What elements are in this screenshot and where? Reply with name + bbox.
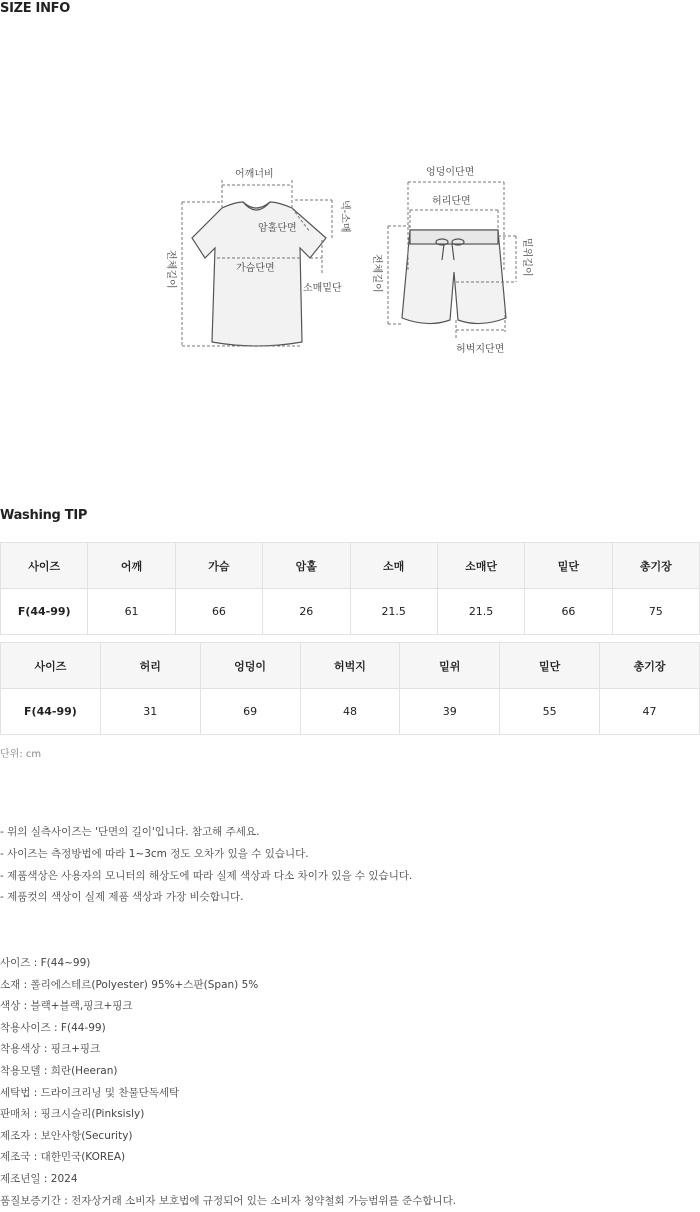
table-cell: 75: [612, 589, 699, 635]
table-cell: 55: [500, 689, 600, 735]
table-header: 사이즈: [1, 643, 101, 689]
table-cell: 26: [263, 589, 350, 635]
table-row: [1, 689, 700, 735]
table-header: 총기장: [600, 643, 700, 689]
spec-line: 사이즈 : F(44~99): [0, 957, 91, 969]
table-cell: F(44-99): [1, 689, 101, 735]
top-size-table: [0, 542, 700, 635]
label-top-length: 전체길이: [165, 250, 176, 289]
label-bottom-length: 전체길이: [371, 254, 382, 293]
note-line: - 제품색상은 사용자의 모니터의 해상도에 따라 실제 색상과 다소 차이가 있을 수 있습니다.: [0, 869, 413, 882]
spec-line: 제조국 : 대한민국(KOREA): [0, 1151, 126, 1164]
size-diagram: [160, 160, 540, 360]
table-cell: 47: [600, 689, 700, 735]
table-header: 소매단: [437, 543, 524, 589]
note-line: - 위의 실측사이즈는 '단면의 길이'입니다. 참고해 주세요.: [0, 826, 260, 838]
spec-line: 제조자 : 보안사항(Security): [0, 1129, 133, 1142]
spec-line: 제조년일 : 2024: [0, 1172, 78, 1185]
table-header: 밑단: [500, 643, 600, 689]
table-cell: 69: [200, 689, 300, 735]
product-specs: [0, 953, 456, 1212]
label-hip: 엉덩이단면: [426, 167, 475, 178]
bottom-size-table: [0, 642, 700, 735]
note-line: - 제품컷의 색상이 실제 제품 색상과 가장 비슷합니다.: [0, 891, 244, 904]
table-header: 밑위: [400, 643, 500, 689]
table-header: 어깨: [88, 543, 175, 589]
washing-tip-title: Washing TIP: [0, 508, 88, 523]
spec-line: 착용사이즈 : F(44-99): [0, 1021, 106, 1034]
spec-line: 판매처 : 핑크시슬리(Pinksisly): [0, 1108, 145, 1121]
spec-line: 색상 : 블랙+블랙,핑크+핑크: [0, 1000, 133, 1013]
table-header: 가슴: [175, 543, 262, 589]
table-header: 소매: [350, 543, 437, 589]
spec-line: 품질보증기간 : 전자상거래 소비자 보호법에 규정되어 있는 소비자 청약철회 가능범위를 준수합니다.: [0, 1194, 457, 1207]
table-header: 밑단: [525, 543, 612, 589]
table-cell: 61: [88, 589, 175, 635]
spec-line: 착용색상 : 핑크+핑크: [0, 1043, 101, 1056]
table-cell: 66: [525, 589, 612, 635]
label-sleeve-hem: 소매밑단: [303, 283, 342, 294]
table-cell: 21.5: [437, 589, 524, 635]
table-row: [1, 589, 700, 635]
table-cell: 31: [100, 689, 200, 735]
label-thigh: 허벅지단면: [456, 344, 505, 355]
table-header-row: [1, 543, 700, 589]
table-header: 총기장: [612, 543, 699, 589]
table-cell: F(44-99): [1, 589, 88, 635]
table-cell: 39: [400, 689, 500, 735]
unit-label: 단위: cm: [0, 749, 42, 760]
shorts-illustration: [402, 230, 506, 324]
label-neck-sleeve: 넥-소매: [339, 200, 350, 233]
spec-line: 소재 : 폴리에스테르(Polyester) 95%+스판(Span) 5%: [0, 978, 259, 991]
table-cell: 21.5: [350, 589, 437, 635]
table-header: 허벅지: [300, 643, 400, 689]
label-chest: 가슴단면: [236, 263, 275, 274]
label-armhole: 암홀단면: [258, 223, 297, 234]
spec-line: 세탁법 : 드라이크리닝 및 찬물단독세탁: [0, 1086, 180, 1099]
table-cell: 66: [175, 589, 262, 635]
label-rise: 밑위길이: [521, 238, 532, 277]
table-header: 사이즈: [1, 543, 88, 589]
table-header-row: [1, 643, 700, 689]
size-info-title: SIZE INFO: [0, 1, 70, 16]
table-header: 허리: [100, 643, 200, 689]
label-waist: 허리단면: [432, 196, 471, 207]
table-cell: 48: [300, 689, 400, 735]
spec-line: 착용모델 : 희란(Heeran): [0, 1064, 118, 1077]
label-shoulder: 어깨너비: [235, 169, 274, 180]
table-header: 엉덩이: [200, 643, 300, 689]
measurement-notes: [0, 822, 412, 909]
note-line: - 사이즈는 측정방법에 따라 1~3cm 정도 오차가 있을 수 있습니다.: [0, 847, 309, 860]
table-header: 암홀: [263, 543, 350, 589]
